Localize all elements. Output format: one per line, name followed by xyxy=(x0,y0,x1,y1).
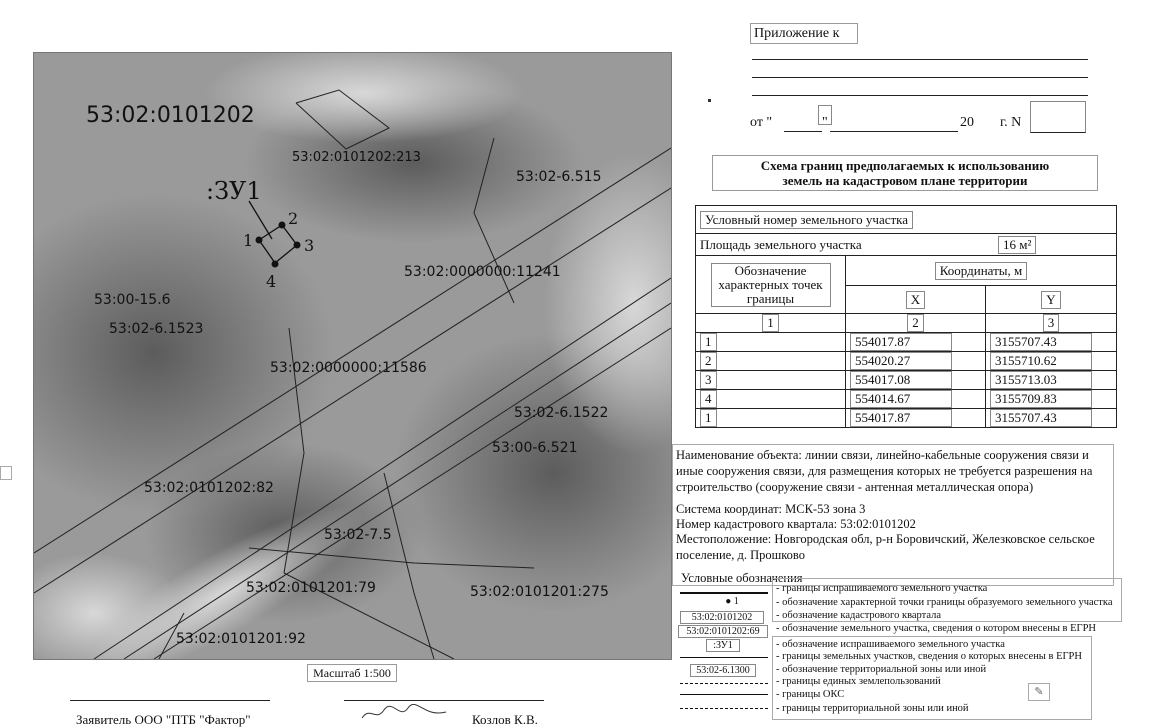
point-header-cell xyxy=(696,256,846,314)
scale-label: Масштаб 1:500 xyxy=(307,664,397,682)
table-row xyxy=(696,409,1117,428)
legend-line xyxy=(680,708,768,709)
coord-system: Система координат: МСК-53 зона 3 xyxy=(676,502,866,516)
appendix-line-2 xyxy=(752,77,1088,78)
point-cell xyxy=(696,409,846,428)
point-cell xyxy=(696,371,846,390)
y-cell xyxy=(986,409,1117,428)
parcel-label: 53:02:0101202:213 xyxy=(292,150,421,165)
date-day-field[interactable] xyxy=(784,131,822,132)
appendix-line-1 xyxy=(752,59,1088,60)
legend-item: - обозначение кадастрового квартала xyxy=(776,610,942,621)
legend-item: - границы испрашиваемого земельного участка xyxy=(776,583,988,594)
legend-line xyxy=(680,683,768,684)
date-line xyxy=(748,113,1088,135)
x-cell xyxy=(846,352,986,371)
map-background xyxy=(34,53,671,659)
zone-label: 53:02-6.1522 xyxy=(514,405,609,421)
coordinates-table xyxy=(695,205,1117,428)
x-header-cell xyxy=(846,286,986,314)
legend-item: - обозначение территориальной зоны или иной xyxy=(776,664,987,675)
parcel-label: 53:02:0101202:82 xyxy=(144,480,274,496)
quarter-label: 53:02:0101202 xyxy=(86,103,255,128)
zone-label: 53:02-6.1523 xyxy=(109,321,204,337)
cadastral-map xyxy=(33,52,672,660)
legend-item: - границы территориальной зоны или иной xyxy=(776,703,969,714)
col-number: 2 xyxy=(907,314,924,332)
date-year-label: 20 xyxy=(960,115,974,130)
x-cell xyxy=(846,409,986,428)
dot-mark xyxy=(708,99,711,102)
y-cell xyxy=(986,371,1117,390)
y-value: 3155707.43 xyxy=(990,409,1092,427)
point-number: 4 xyxy=(700,390,717,408)
point-cell xyxy=(696,333,846,352)
y-value: 3155707.43 xyxy=(990,333,1092,351)
zone-label: 53:00-6.521 xyxy=(492,440,578,456)
legend-item: - обозначение земельного участка, сведения о котором внесены в ЕГРН xyxy=(776,623,1096,634)
point-label-4: 4 xyxy=(266,272,277,291)
parcel-label: 53:02:0101201:79 xyxy=(246,580,376,596)
document-title: Схема границ предполагаемых к использованию земель на кадастровом плане территории xyxy=(712,155,1098,191)
date-month-field[interactable] xyxy=(830,131,958,132)
point-header: Обозначение характерных точек границы xyxy=(711,263,831,307)
y-value: 3155709.83 xyxy=(990,390,1092,408)
legend-line xyxy=(680,694,768,695)
legend-zone-symbol: 53:02-6.1300 xyxy=(690,664,756,677)
coords-header-cell xyxy=(846,256,1117,286)
x-value: 554014.67 xyxy=(850,390,952,408)
point-label-3: 3 xyxy=(304,236,315,255)
x-header: X xyxy=(906,291,925,309)
plot-number-cell xyxy=(696,206,1117,234)
point-cell xyxy=(696,390,846,409)
quarter-number: Номер кадастрового квартала: 53:02:0101202 xyxy=(676,517,916,531)
parcel-label: 53:02:0000000:11586 xyxy=(270,360,427,376)
y-header: Y xyxy=(1041,291,1060,309)
number-field[interactable] xyxy=(1030,101,1086,133)
x-value: 554017.08 xyxy=(850,371,952,389)
location: Местоположение: Новгородская обл, р-н Боровичский, Железковское сельское поселение, д. Прошково xyxy=(676,532,1095,562)
legend-item: - границы единых землепользований xyxy=(776,676,941,687)
date-quote-label: " xyxy=(822,115,828,130)
y-cell xyxy=(986,352,1117,371)
number-label: г. N xyxy=(1000,115,1022,130)
legend-line xyxy=(680,657,768,658)
col-number: 1 xyxy=(762,314,779,332)
y-header-cell xyxy=(986,286,1117,314)
zu-label: :ЗУ1 xyxy=(206,177,262,205)
legend-item: - границы ОКС xyxy=(776,689,845,700)
point-number: 2 xyxy=(700,352,717,370)
legend-item: - обозначение характерной точки границы образуемого земельного участка xyxy=(776,597,1113,608)
date-from-label: от " xyxy=(750,115,773,130)
col-number-cell xyxy=(696,314,846,333)
legend-item: - границы земельных участков, сведения о которых внесены в ЕГРН xyxy=(776,651,1082,662)
footer-line xyxy=(344,700,544,701)
x-cell xyxy=(846,333,986,352)
signer-name: Козлов К.В. xyxy=(472,712,538,727)
coords-header: Координаты, м xyxy=(935,262,1027,280)
signature xyxy=(360,704,450,724)
table-row xyxy=(696,371,1117,390)
col-number: 3 xyxy=(1043,314,1060,332)
legend-quarter-symbol: 53:02:0101202 xyxy=(680,611,764,624)
area-cell xyxy=(696,234,1117,256)
y-cell xyxy=(986,390,1117,409)
y-value: 3155713.03 xyxy=(990,371,1092,389)
point-label-1: 1 xyxy=(243,231,254,250)
object-name: Наименование объекта: линии связи, линейно-кабельные сооружения связи и иные сооружения связи, для размещения которых не требуется разрешения на строительство (сооружение связи - антенная металлическая опора) xyxy=(676,448,1093,494)
appendix-line-3 xyxy=(752,95,1088,96)
zone-label: 53:02-7.5 xyxy=(324,527,392,543)
point-number: 1 xyxy=(700,409,717,427)
zone-label: 53:00-15.6 xyxy=(94,292,171,308)
x-cell xyxy=(846,371,986,390)
plot-number-label: Условный номер земельного участка xyxy=(700,211,913,229)
area-value: 16 м² xyxy=(998,236,1036,254)
legend-title: Условные обозначения xyxy=(681,571,803,585)
point-label-2: 2 xyxy=(288,209,299,228)
edit-icon: ✎ xyxy=(1028,683,1050,701)
parcel-label: 53:02:0000000:11241 xyxy=(404,264,561,280)
table-row xyxy=(696,390,1117,409)
x-value: 554017.87 xyxy=(850,409,952,427)
legend-item: - обозначение испрашиваемого земельного участка xyxy=(776,639,1005,650)
y-cell xyxy=(986,333,1117,352)
table-row xyxy=(696,333,1117,352)
point-cell xyxy=(696,352,846,371)
legend-point-symbol: ● 1 xyxy=(716,596,748,610)
parcel-label: 53:02:0101201:275 xyxy=(470,584,609,600)
footer-line xyxy=(70,700,270,701)
table-row xyxy=(696,352,1117,371)
col-number-cell xyxy=(846,314,986,333)
applicant-label: Заявитель ООО "ПТБ "Фактор" xyxy=(76,712,251,727)
area-label: Площадь земельного участка xyxy=(700,236,862,252)
point-number: 3 xyxy=(700,371,717,389)
left-edge-mark xyxy=(0,466,12,480)
x-value: 554017.87 xyxy=(850,333,952,351)
legend-line xyxy=(680,592,768,594)
y-value: 3155710.62 xyxy=(990,352,1092,370)
appendix-label: Приложение к xyxy=(750,23,858,44)
x-cell xyxy=(846,390,986,409)
legend-zu-symbol: :ЗУ1 xyxy=(706,639,740,652)
col-number-cell xyxy=(986,314,1117,333)
point-number: 1 xyxy=(700,333,717,351)
parcel-label: 53:02:0101201:92 xyxy=(176,631,306,647)
x-value: 554020.27 xyxy=(850,352,952,370)
legend-parcel-symbol: 53:02:0101202:69 xyxy=(678,625,768,638)
zone-label: 53:02-6.515 xyxy=(516,169,602,185)
